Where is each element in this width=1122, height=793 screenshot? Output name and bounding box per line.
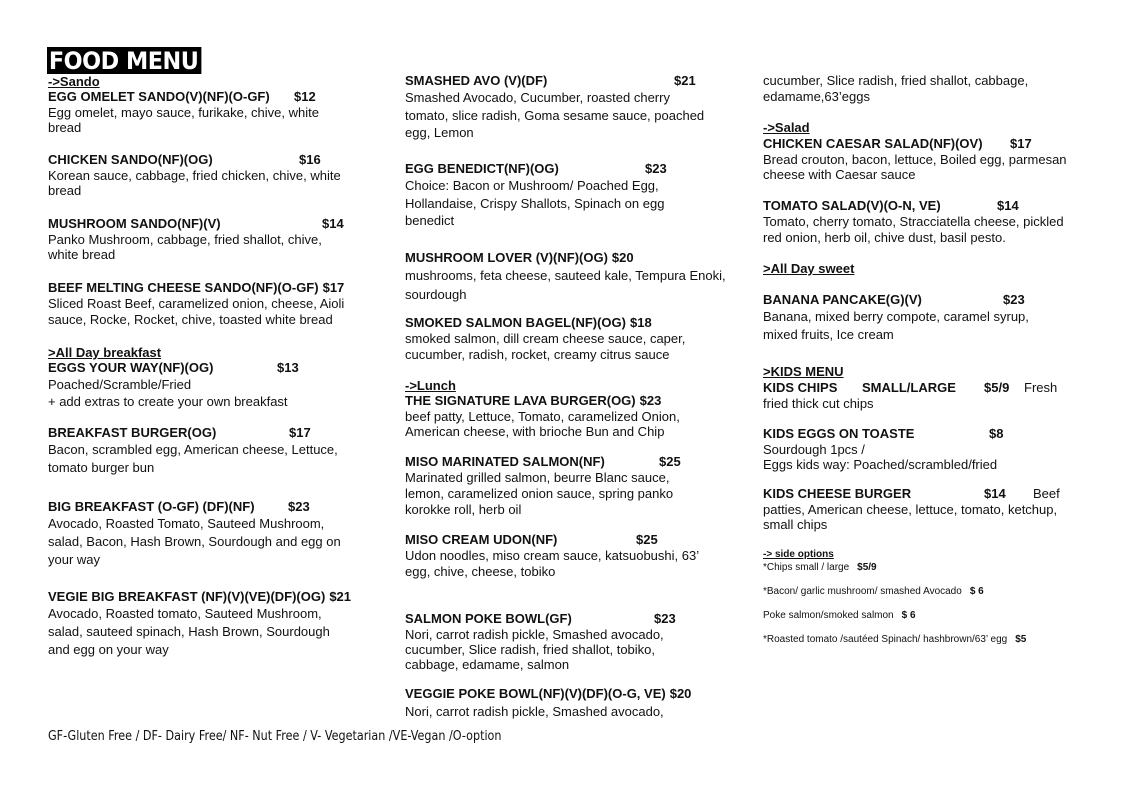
item-heading (48, 280, 378, 296)
side-option (763, 609, 1093, 623)
item-name: MUSHROOM SANDO(NF)(V) (48, 216, 221, 231)
item-heading (405, 532, 735, 548)
section-heading (405, 378, 735, 394)
side-option-price: $5 (1015, 634, 1027, 645)
side-option-line (763, 609, 1093, 623)
item-description-line: cheese with Caesar sauce (763, 167, 916, 182)
side-option-name: *Bacon/ garlic mushroom/ smashed Avocado (763, 586, 962, 597)
menu-item (763, 292, 1093, 344)
item-description-line: Bread crouton, bacon, lettuce, Boiled egg, parmesan (763, 152, 1067, 167)
item-heading (48, 89, 378, 105)
item-description-line: lemon, caramelized onion sauce, spring panko (405, 486, 674, 501)
section-heading (763, 261, 1093, 277)
item-name: BEEF MELTING CHEESE SANDO(NF)(O-GF) (48, 280, 319, 295)
item-description-line: sourdough (405, 287, 467, 302)
menu-item (405, 393, 735, 439)
item-name: BIG BREAKFAST (O-GF) (DF)(NF) (48, 499, 255, 514)
item-heading (48, 589, 378, 605)
side-option-price: $5/9 (857, 562, 877, 573)
item-description-line: cucumber, radish, rocket, creamy citrus sauce (405, 347, 670, 362)
item-heading (405, 454, 735, 470)
item-heading (763, 486, 1093, 502)
item-price: $18 (629, 315, 652, 330)
item-heading (405, 393, 735, 409)
section-heading (763, 120, 1093, 136)
side-option (763, 633, 1093, 647)
menu-item (405, 454, 735, 518)
item-heading (763, 136, 1093, 152)
side-option (763, 585, 1093, 599)
item-description-line: Avocado, Roasted tomato, Sauteed Mushroom, (48, 606, 322, 621)
item-description-line: Marinated grilled salmon, beurre Blanc sauce, (405, 470, 670, 485)
menu-item (763, 426, 1093, 472)
item-description-line: patties, American cheese, lettuce, tomato, ketchup, (763, 502, 1058, 517)
item-heading (763, 380, 1093, 396)
item-heading (48, 152, 378, 168)
item-heading (405, 250, 735, 266)
item-description-line: Poached/Scramble/Fried (48, 377, 192, 392)
item-name: TOMATO SALAD(V)(O-N, VE) (763, 198, 941, 213)
item-description-line: your way (48, 552, 101, 567)
item-description-line: Tomato, cherry tomato, Stracciatella cheese, pickled (763, 214, 1064, 229)
item-description-line: Choice: Bacon or Mushroom/ Poached Egg, (405, 178, 659, 193)
section-title: >All Day breakfast (48, 345, 162, 360)
item-size: SMALL/LARGE (862, 380, 956, 395)
menu-item (48, 216, 378, 262)
item-description-line: white bread (48, 247, 116, 262)
item-heading (763, 292, 1093, 308)
item-price: $8 (989, 426, 1004, 441)
item-description-line: smoked salmon, dill cream cheese sauce, caper, (405, 331, 686, 346)
section-title: -> side options (763, 549, 834, 560)
side-option-name: Poke salmon/smoked salmon (763, 610, 894, 621)
item-price: $21 (329, 589, 352, 604)
side-option-price: $ 6 (969, 586, 984, 597)
item-description-line: tomato, slice radish, Goma sesame sauce, poached (405, 107, 705, 123)
menu-item (48, 589, 378, 659)
item-name: KIDS CHEESE BURGER (763, 486, 912, 501)
item-price: $25 (636, 532, 658, 547)
item-description-line: American cheese, with brioche Bun and Chip (405, 424, 665, 439)
item-price: $12 (294, 89, 316, 104)
menu-column-3 (763, 0, 1093, 793)
item-name: MISO MARINATED SALMON(NF) (405, 454, 605, 469)
menu-item (763, 380, 1093, 411)
item-description-line: Eggs kids way: Poached/scrambled/fried (763, 457, 998, 472)
menu-item (48, 152, 378, 198)
item-price: $21 (674, 73, 696, 88)
item-name: SMASHED AVO (V)(DF) (405, 73, 548, 88)
item-description-line: egg, chive, cheese, tobiko (405, 564, 556, 579)
item-name: MUSHROOM LOVER (V)(NF)(OG) (405, 250, 608, 265)
item-name: SMOKED SALMON BAGEL(NF)(OG) (405, 315, 626, 330)
section-title: >KIDS MENU (763, 364, 844, 379)
item-description-line: Egg omelet, mayo sauce, furikake, chive, white (48, 105, 319, 120)
item-price: $23 (639, 393, 662, 408)
item-description-line: Bacon, scrambled egg, American cheese, Lettuce, (48, 442, 338, 457)
item-name: CHICKEN CAESAR SALAD(NF)(OV) (763, 136, 983, 151)
item-description-line: salad, sauteed spinach, Hash Brown, Sourdough (48, 624, 330, 639)
menu-item (405, 315, 735, 363)
side-option-line (763, 633, 1093, 647)
item-price: $5/9 (984, 380, 1010, 395)
menu-item (405, 611, 735, 672)
item-description-line: Hollandaise, Crispy Shallots, Spinach on egg (405, 195, 665, 211)
item-description-line: mushrooms, feta cheese, sauteed kale, Tempura Enoki, (405, 268, 726, 283)
menu-column-2 (405, 0, 735, 793)
item-description-line: bread (48, 183, 82, 198)
item-price: $14 (984, 486, 1006, 501)
menu-title: FOOD MENU (47, 47, 201, 74)
menu-item (48, 280, 378, 328)
item-description-start: Fresh (1024, 380, 1058, 395)
item-price: $20 (611, 250, 634, 265)
item-description-line: benedict (405, 213, 455, 228)
menu-item (48, 499, 378, 569)
menu-item (48, 89, 378, 135)
item-price: $14 (322, 216, 344, 231)
item-price: $23 (645, 161, 667, 176)
item-name: EGG BENEDICT(NF)(OG) (405, 161, 559, 176)
section-title: ->Salad (763, 120, 810, 135)
item-description-line: Panko Mushroom, cabbage, fried shallot, chive, (48, 232, 322, 247)
item-price: $17 (1010, 136, 1032, 151)
item-heading (405, 611, 735, 627)
side-option-line (763, 585, 1093, 599)
item-description-line: red onion, herb oil, chive dust, basil pesto. (763, 230, 1006, 245)
item-heading (405, 73, 735, 89)
menu-item (48, 360, 378, 410)
item-heading (48, 216, 378, 232)
item-description-line: Banana, mixed berry compote, caramel syrup, (763, 309, 1029, 324)
menu-column-1 (48, 0, 378, 793)
item-price: $20 (669, 686, 692, 701)
item-description-line: cabbage, edamame, salmon (405, 657, 570, 672)
item-name: MISO CREAM UDON(NF) (405, 532, 558, 547)
item-description-line: cucumber, Slice radish, fried shallot, cabbage, (763, 73, 1029, 88)
item-price: $14 (997, 198, 1019, 213)
item-name: VEGIE BIG BREAKFAST (NF)(V)(VE)(DF)(OG) (48, 589, 326, 604)
menu-item (405, 532, 735, 580)
item-heading (405, 315, 735, 331)
item-heading (763, 426, 1093, 442)
item-description-line: tomato burger bun (48, 459, 155, 475)
item-price: $23 (288, 499, 310, 514)
item-name: BREAKFAST BURGER(OG) (48, 425, 217, 440)
item-name: BANANA PANCAKE(G)(V) (763, 292, 922, 307)
item-heading (48, 360, 378, 376)
menu-item (405, 250, 735, 304)
side-option-line (763, 561, 1093, 575)
item-description-line: Smashed Avocado, Cucumber, roasted cherry (405, 90, 670, 105)
menu-item (48, 425, 378, 476)
item-description-start: Beef (1033, 486, 1060, 501)
item-description-line: Nori, carrot radish pickle, Smashed avocado, (405, 627, 664, 642)
item-name: SALMON POKE BOWL(GF) (405, 611, 572, 626)
menu-item (405, 161, 735, 230)
text-block (763, 73, 1093, 105)
side-option-price: $ 6 (901, 610, 916, 621)
item-description-line: Udon noodles, miso cream sauce, katsuobushi, 63’ (405, 548, 700, 563)
item-name: THE SIGNATURE LAVA BURGER(OG) (405, 393, 636, 408)
item-description-line: + add extras to create your own breakfast (48, 394, 288, 409)
menu-item (405, 73, 735, 142)
item-price: $13 (277, 360, 299, 375)
item-heading (405, 161, 735, 177)
section-title: >All Day sweet (763, 261, 855, 276)
dietary-legend: GF-Gluten Free / DF- Dairy Free/ NF- Nut Free / V- Vegetarian /VE-Vegan /O-option (48, 729, 502, 744)
side-option-name: *Roasted tomato /sautéed Spinach/ hashbrown/63’ egg (763, 634, 1008, 645)
menu-item (405, 686, 735, 721)
item-description-line: Sliced Roast Beef, caramelized onion, cheese, Aioli (48, 296, 345, 311)
item-price: $17 (289, 425, 311, 440)
item-heading (763, 198, 1093, 214)
item-description-line: Avocado, Roasted Tomato, Sauteed Mushroom, (48, 516, 325, 531)
item-description-line: edamame,63’eggs (763, 89, 870, 104)
section-heading (48, 345, 378, 361)
menu-item (763, 136, 1093, 182)
item-description-line: Nori, carrot radish pickle, Smashed avocado, (405, 704, 664, 719)
item-description-line: fried thick cut chips (763, 396, 874, 411)
item-description-line: and egg on your way (48, 642, 169, 657)
item-description-line: korokke roll, herb oil (405, 502, 522, 517)
item-name: KIDS EGGS ON TOASTE (763, 426, 915, 441)
item-description-line: salad, Bacon, Hash Brown, Sourdough and egg on (48, 534, 341, 549)
menu-item (763, 486, 1093, 532)
item-description-line: small chips (763, 517, 828, 532)
item-description-line: sauce, Rocke, Rocket, chive, toasted white bread (48, 312, 333, 327)
item-price: $16 (299, 152, 321, 167)
section-title: ->Sando (48, 74, 100, 89)
side-option-name: *Chips small / large (763, 562, 850, 573)
item-description-line: bread (48, 120, 82, 135)
item-description-line: mixed fruits, Ice cream (763, 327, 894, 342)
item-heading (48, 425, 378, 441)
item-name: EGGS YOUR WAY(NF)(OG) (48, 360, 214, 375)
item-name: KIDS CHIPS (763, 380, 838, 395)
item-name: EGG OMELET SANDO(V)(NF)(O-GF) (48, 89, 270, 104)
item-price: $17 (322, 280, 345, 295)
section-heading (763, 364, 1093, 380)
item-price: $23 (654, 611, 676, 626)
section-title: ->Lunch (405, 378, 456, 393)
item-name: VEGGIE POKE BOWL(NF)(V)(DF)(O-G, VE) (405, 686, 666, 701)
item-price: $23 (1003, 292, 1025, 307)
item-description-line: beef patty, Lettuce, Tomato, caramelized Onion, (405, 409, 680, 424)
section-heading (48, 74, 378, 90)
item-name: CHICKEN SANDO(NF)(OG) (48, 152, 213, 167)
item-description-line: Sourdough 1pcs / (763, 442, 865, 457)
item-description-line: egg, Lemon (405, 125, 474, 140)
item-price: $25 (659, 454, 681, 469)
item-heading (405, 686, 735, 702)
side-option (763, 561, 1093, 575)
item-description-line: Korean sauce, cabbage, fried chicken, chive, white (48, 168, 341, 183)
item-heading (48, 499, 378, 515)
menu-item (763, 198, 1093, 246)
item-description-line: cucumber, Slice radish, fried shallot, tobiko, (405, 642, 656, 657)
